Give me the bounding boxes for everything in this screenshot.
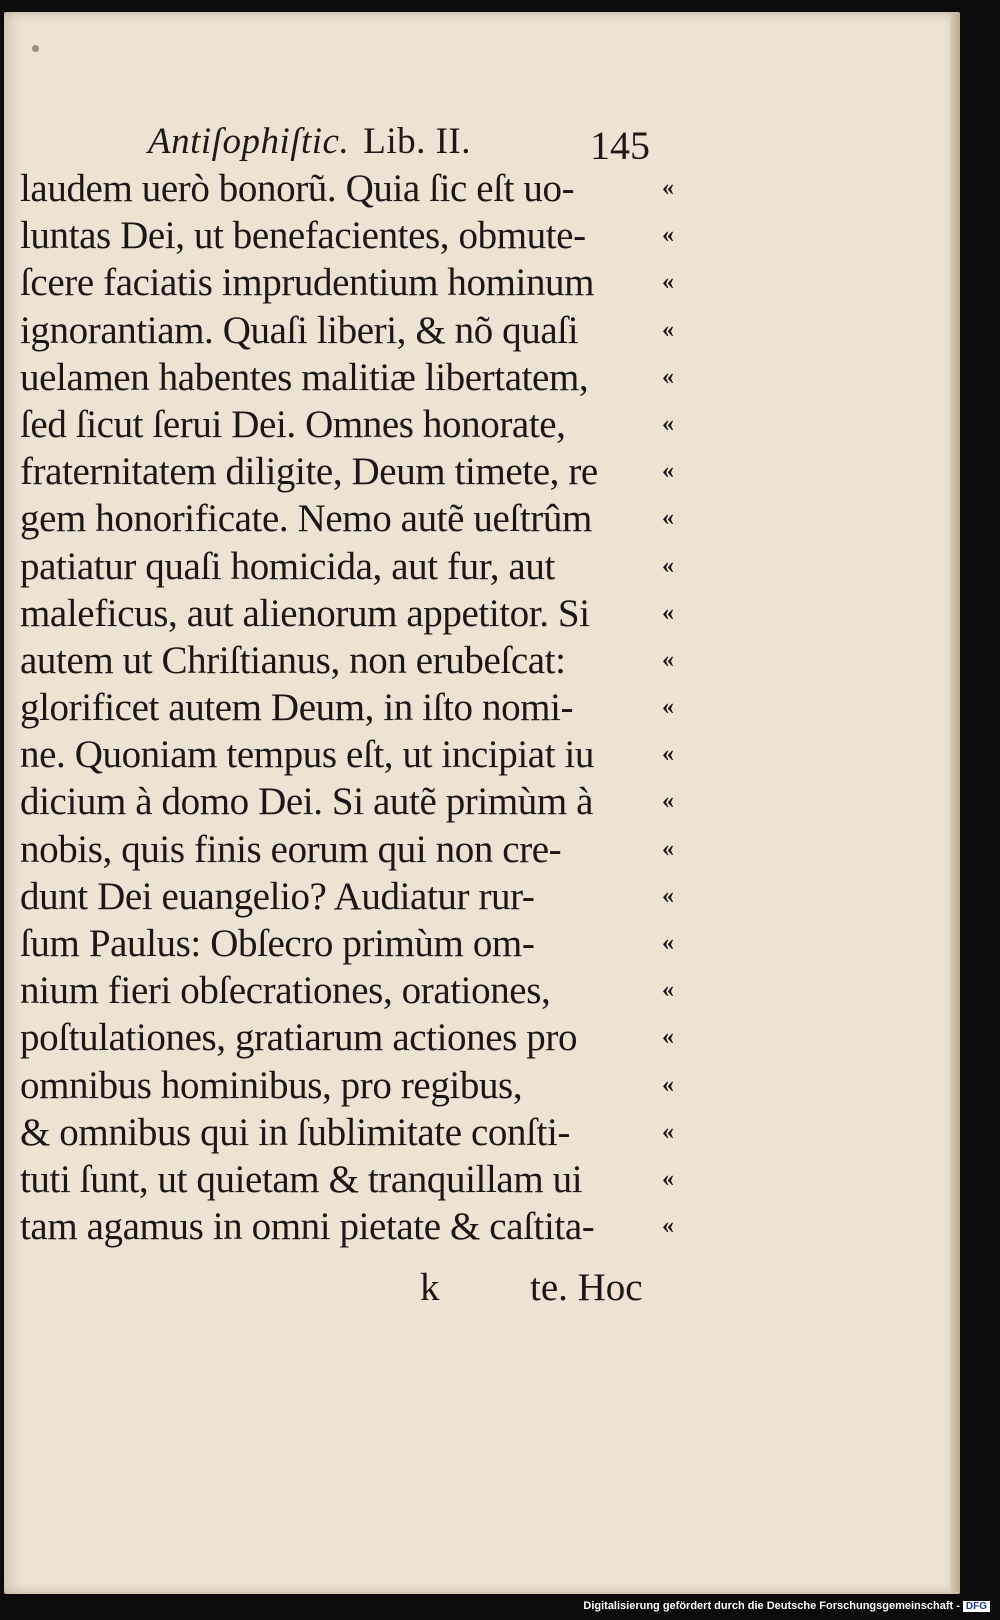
text-line xyxy=(20,731,680,778)
text-block xyxy=(20,165,680,1250)
marginal-quote-mark: « xyxy=(662,741,674,768)
line-text: poſtulationes, gratiarum actiones pro xyxy=(20,1016,578,1060)
marginal-quote-mark: « xyxy=(662,1118,674,1145)
signature-mark: k xyxy=(420,1266,440,1309)
text-line xyxy=(20,826,680,873)
page-edge xyxy=(950,14,960,1592)
ink-spot xyxy=(32,45,39,52)
marginal-quote-mark: « xyxy=(662,175,674,201)
marginal-quote-mark: « xyxy=(662,552,674,579)
marginal-quote-mark: « xyxy=(662,1024,674,1051)
marginal-quote-mark: « xyxy=(662,1213,674,1240)
marginal-quote-mark: « xyxy=(662,646,674,673)
page-number: 145 xyxy=(590,123,650,168)
text-line xyxy=(20,401,680,448)
marginal-quote-mark: « xyxy=(662,882,674,909)
line-text: luntas Dei, ut benefacientes, obmute- xyxy=(20,214,586,258)
line-text: tuti ſunt, ut quietam & tranquillam ui xyxy=(20,1157,583,1201)
text-line xyxy=(20,967,680,1014)
running-head-book: Lib. II. xyxy=(363,121,472,162)
text-line xyxy=(20,307,680,354)
line-text: nium fieri obſecrationes, orationes, xyxy=(20,969,551,1013)
line-text: uelamen habentes malitiæ libertatem, xyxy=(20,355,589,399)
line-text: ſcere faciatis imprudentium hominum xyxy=(20,261,595,305)
text-line xyxy=(20,1203,680,1250)
text-line xyxy=(20,920,680,967)
page-foot xyxy=(420,1265,660,1315)
text-line xyxy=(20,495,680,542)
text-line xyxy=(20,1156,680,1203)
marginal-quote-mark: « xyxy=(662,835,674,862)
line-text: gem honorificate. Nemo autẽ ueſtrûm xyxy=(20,497,592,541)
digitization-footer xyxy=(583,1600,990,1612)
text-line xyxy=(20,873,680,920)
marginal-quote-mark: « xyxy=(662,222,674,249)
line-text: omnibus hominibus, pro regibus, xyxy=(20,1063,523,1107)
marginal-quote-mark: « xyxy=(662,363,674,390)
line-text: & omnibus qui in ſublimitate conſti- xyxy=(20,1110,570,1154)
text-line xyxy=(20,1062,680,1109)
marginal-quote-mark: « xyxy=(662,316,674,343)
marginal-quote-mark: « xyxy=(662,694,674,721)
text-line xyxy=(20,778,680,825)
line-text: patiatur quaſi homicida, aut fur, aut xyxy=(20,544,555,588)
dfg-logo: DFG xyxy=(963,1601,990,1612)
text-line xyxy=(20,543,680,590)
marginal-quote-mark: « xyxy=(662,458,674,485)
marginal-quote-mark: « xyxy=(662,269,674,296)
text-line xyxy=(20,259,680,306)
line-text: tam agamus in omni pietate & caſtita- xyxy=(20,1205,595,1249)
line-text: ſum Paulus: Obſecro primùm om- xyxy=(20,922,535,965)
line-text: dunt Dei euangelio? Audiatur rur- xyxy=(20,874,535,918)
running-head xyxy=(148,120,471,163)
text-line xyxy=(20,448,680,495)
running-head-title: Antiſophiſtic. xyxy=(148,121,350,162)
text-line xyxy=(20,165,680,212)
text-line xyxy=(20,1109,680,1156)
text-line xyxy=(20,354,680,401)
line-text: maleficus, aut alienorum appetitor. Si xyxy=(20,591,590,635)
text-line xyxy=(20,590,680,637)
marginal-quote-mark: « xyxy=(662,505,674,532)
line-text: autem ut Chriſtianus, non erubeſcat: xyxy=(20,638,566,682)
marginal-quote-mark: « xyxy=(662,1071,674,1098)
line-text: ſed ſicut ſerui Dei. Omnes honorate, xyxy=(20,402,566,446)
line-text: ne. Quoniam tempus eſt, ut incipiat iu xyxy=(20,733,595,777)
line-text: nobis, quis finis eorum qui non cre- xyxy=(20,827,562,871)
line-text: dicium à domo Dei. Si autẽ primùm à xyxy=(20,780,594,824)
text-line xyxy=(20,212,680,259)
marginal-quote-mark: « xyxy=(662,930,674,956)
marginal-quote-mark: « xyxy=(662,1165,674,1192)
text-line xyxy=(20,637,680,684)
catchword: te. Hoc xyxy=(530,1266,643,1309)
line-text: fraternitatem diligite, Deum timete, re xyxy=(20,450,598,494)
text-line xyxy=(20,1014,680,1061)
marginal-quote-mark: « xyxy=(662,977,674,1004)
marginal-quote-mark: « xyxy=(662,410,674,437)
text-line xyxy=(20,684,680,731)
footer-text: Digitalisierung gefördert durch die Deutsche Forschungsgemeinschaft - xyxy=(583,1600,960,1612)
marginal-quote-mark: « xyxy=(662,788,674,815)
line-text: glorificet autem Deum, in iſto nomi- xyxy=(20,686,574,730)
line-text: laudem uerò bonorũ. Quia ſic eſt uo- xyxy=(20,167,575,210)
marginal-quote-mark: « xyxy=(662,599,674,626)
line-text: ignorantiam. Quaſi liberi, & nõ quaſi xyxy=(20,308,579,352)
